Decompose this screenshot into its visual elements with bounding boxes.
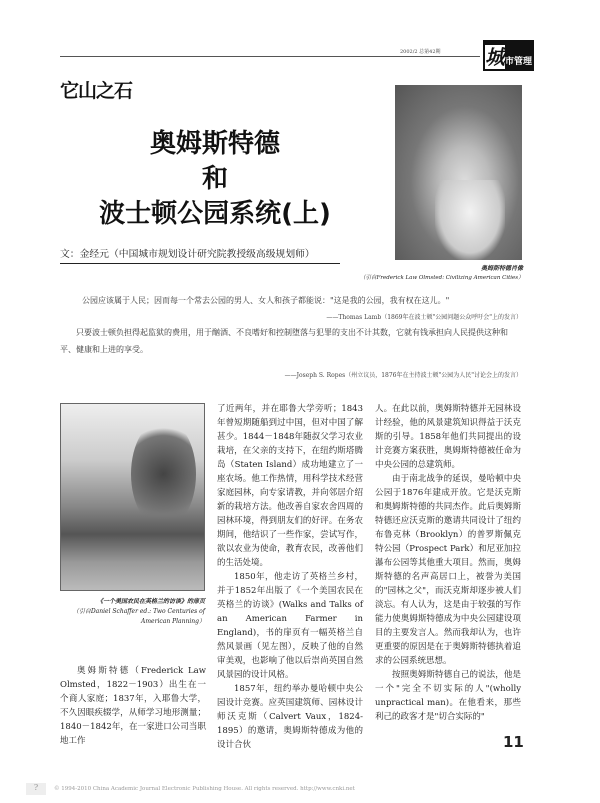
paragraph: 奥姆斯特德（Frederick Law Olmsted，1822－1903）出生在一个商人家庭；1837年，入耶鲁大学，不久因眼疾辍学，从师学习地形测量；1840－1842年，在一家进口公司当职地工作 <box>60 666 206 746</box>
page-number: 11 <box>503 733 524 751</box>
epigraph-2-attribution: ——Joseph S. Ropes（州立议员，1876年在主持波士顿"公园为人民"讨论会上的发言） <box>284 372 522 379</box>
portrait-caption-title: 奥姆斯特德肖像 <box>480 265 523 272</box>
body-column-1 <box>60 664 206 748</box>
epigraph-2: 只要波士顿负担得起监狱的费用，用于酗酒、不良嗜好和控制堕落与犯罪的支出不计其数，它就有钱承担向人民提供这种和平、健康和上进的享受。 <box>60 328 508 354</box>
title-line-3: 波士顿公园系统(上) <box>99 199 331 229</box>
section-label: 它山之石 <box>60 80 133 102</box>
paragraph: 由于南北战争的延误，曼哈顿中央公园于1876年建成开放。它是沃克斯和奥姆斯特德的共同杰作。此后奥姆斯特德还应沃克斯的邀请共同设计了纽约布鲁克林（Brooklyn）的普罗斯佩克特公园（Prospect Park）和尼亚加拉瀑布公园等其他重大项目。然而，奥姆斯特德的名声高居口上，被誉为美国的"园林之父"，而沃克斯却逐步被人们淡忘。有人认为，这是由于较强的写作能力使奥姆斯特德成为中央公园建设项目的主要发言人。然而我却认为，也许更重要的原因是在于奥姆斯特德执着追求的公园系统思想。 <box>375 474 521 666</box>
paragraph: 了近两年，并在耶鲁大学旁听；1843年曾短期随船到过中国，但对中国了解甚少。1844－1848年随叔父学习农业栽培，在父亲的支持下，在纽约斯塔腾岛（Staten Island）成功地建立了一座农场。他工作热情，用科学技术经营家庭园林，向专家请教，并向邻居介绍新的栽培方法。他改善自家农舍四周的园林环境，得到朋友们的好评。在务农期间，他结识了一些作家，尝试写作，欲以农业为使命，教育农民，改善他们的生活处境。 <box>217 404 363 568</box>
journal-logo-text: 城市管理 <box>483 40 534 71</box>
portrait-caption-source: （引自Frederick Law Olmsted: Civilizing American Cities） <box>360 275 524 281</box>
copyright-text: © 1994-2010 China Academic Journal Electronic Publishing House. All rights reserved. http://www.cnki.net <box>54 786 355 792</box>
paragraph: 1850年，他走访了英格兰乡村，并于1852年出版了《一个美国农民在英格兰的访谈》(Walks and Talks of an American Farmer in England)，书的扉页有一幅英格兰自然风景画（见左图），反映了他的自然审美观，也影响了他以后崇尚英国自然风景园的设计风格。 <box>217 572 363 680</box>
body-column-2 <box>217 402 363 752</box>
portrait-caption <box>360 264 523 283</box>
landscape-sketch-image <box>60 403 205 591</box>
header-rule <box>60 56 480 57</box>
image-caption-source: （引自Daniel Schaffer ed.: Two Centuries of American Planning） <box>72 608 205 625</box>
paragraph: 1857年，纽约举办曼哈顿中央公园设计竞赛。应英国建筑师、园林设计师沃克斯（Calvert Vaux，1824-1895）的邀请，奥姆斯特德成为他的设计合伙 <box>217 684 363 750</box>
body-column-3 <box>375 402 521 724</box>
olmsted-portrait <box>395 85 522 260</box>
epigraph-1: 公园应该属于人民；因而每一个常去公园的男人、女人和孩子都能说："这是我的公园，我有权在这儿。" <box>82 296 450 305</box>
copyright-footer <box>26 783 355 795</box>
image-caption <box>60 597 205 627</box>
title-line-2: 和 <box>201 164 228 194</box>
title-line-1: 奥姆斯特德 <box>149 129 280 159</box>
paragraph: 按照奥姆斯特德自己的说法，他是一个"完全不切实际的人"(wholly unpractical man)。在他看来，那些利己的政客才是"切合实际的" <box>375 670 521 722</box>
journal-logo <box>483 40 534 71</box>
cnki-logo-icon: ? <box>26 783 46 795</box>
epigraph-1-attribution: ——Thomas Lamb（1869年在波士顿"公园问题公众呼吁会"上的发言） <box>326 314 522 321</box>
paragraph: 人。在此以前，奥姆斯特德并无园林设计经验，他的风景建筑知识得益于沃克斯的引导。1858年他们共同提出的设计竞赛方案获胜，奥姆斯特德被任命为中央公园的总建筑师。 <box>375 404 521 470</box>
image-caption-title: 《一个美国农民在英格兰的访谈》的扉页 <box>96 598 205 605</box>
author-line: 文：金经元（中国城市规划设计研究院教授级高级规划师） <box>60 246 340 264</box>
issue-label: 2002/2 总第42期 <box>400 49 441 55</box>
